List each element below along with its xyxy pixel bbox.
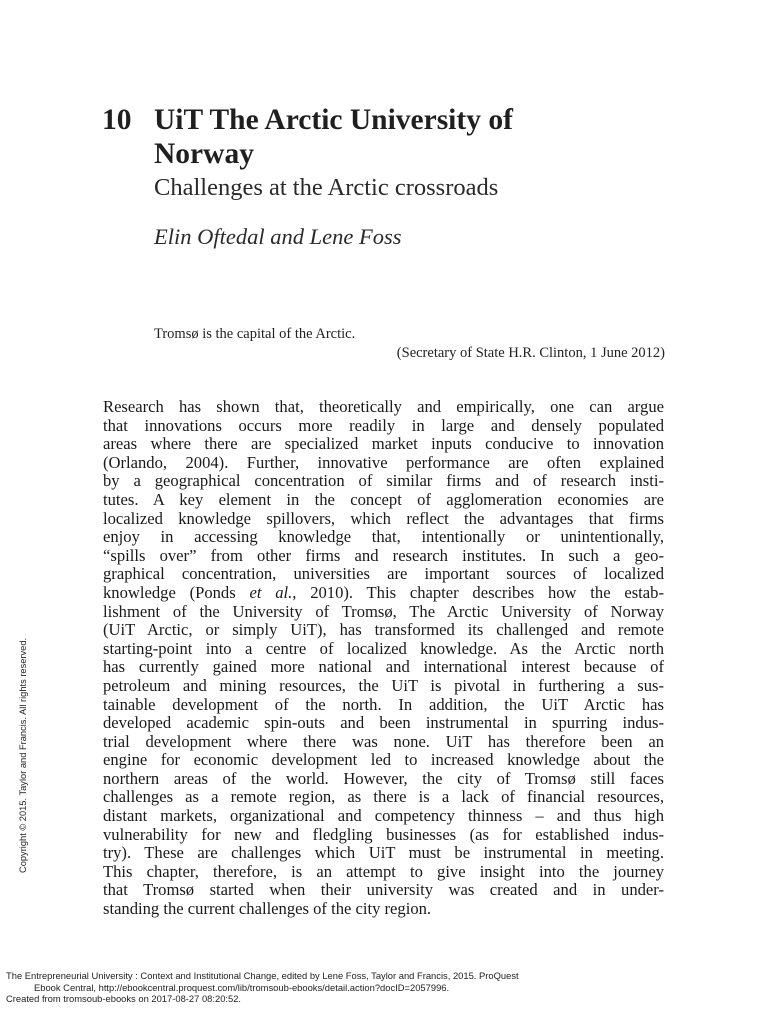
body-line: northern areas of the world. However, the city of Tromsø still faces [103, 768, 664, 788]
side-copyright-notice: Copyright © 2015. Taylor and Francis. All rights reserved. [18, 637, 28, 873]
body-line: graphical concentration, universities are important sources of localized [103, 564, 664, 584]
body-line: tainable development of the north. In addition, the UiT Arctic has [103, 694, 664, 714]
body-line: has currently gained more national and international interest because of [103, 657, 664, 677]
body-line: distant markets, organizational and competency thinness – and thus high [103, 806, 664, 826]
epigraph [154, 325, 665, 363]
body-line: that Tromsø started when their university was created and in under- [103, 880, 664, 900]
body-line: standing the current challenges of the city region. [103, 899, 432, 919]
body-line: vulnerability for new and fledgling businesses (as for established indus- [103, 824, 664, 844]
body-line: starting-point into a centre of localized knowledge. As the Arctic north [103, 638, 664, 658]
chapter-title [154, 103, 622, 171]
footer-citation [6, 970, 606, 1005]
body-line: petroleum and mining resources, the UiT is pivotal in furthering a sus- [103, 675, 664, 695]
chapter-number: 10 [102, 104, 132, 136]
footer-line-2: Ebook Central, http://ebookcentral.proquest.com/lib/tromsoub-ebooks/detail.action?docID=2057996. [34, 981, 450, 993]
chapter-heading [102, 103, 622, 171]
body-line: that innovations occurs more readily in large and densely populated [103, 415, 664, 435]
chapter-title-row [102, 103, 622, 171]
epigraph-attribution: (Secretary of State H.R. Clinton, 1 June 2012) [396, 345, 665, 361]
body-line: (Orlando, 2004). Further, innovative performance are often explained [103, 452, 664, 472]
body-line: Research has shown that, theoretically and empirically, one can argue [103, 397, 664, 416]
body-line: “spills over” from other firms and research institutes. In such a geo- [103, 545, 664, 565]
chapter-subtitle: Challenges at the Arctic crossroads [154, 174, 499, 201]
chapter-title-line-1: UiT The Arctic University of [154, 104, 513, 136]
body-line: by a geographical concentration of similar firms and of research insti- [103, 471, 664, 491]
body-line: (UiT Arctic, or simply UiT), has transformed its challenged and remote [103, 620, 664, 640]
footer-line-3: Created from tromsoub-ebooks on 2017-08-27 08:20:52. [6, 993, 242, 1004]
body-line: knowledge (Ponds et al., 2010). This chapter describes how the estab- [103, 582, 664, 602]
body-line: areas where there are specialized market inputs conducive to innovation [103, 434, 664, 454]
footer-line-1: The Entrepreneurial University : Context and Institutional Change, edited by Lene Foss, Taylor and Francis, 2015. ProQuest [6, 970, 519, 981]
body-line: engine for economic development led to increased knowledge about the [103, 750, 664, 770]
body-line: This chapter, therefore, is an attempt to give insight into the journey [103, 861, 664, 881]
epigraph-quote: Tromsø is the capital of the Arctic. [154, 326, 356, 342]
chapter-authors: Elin Oftedal and Lene Foss [154, 224, 402, 249]
body-line: challenges as a remote region, as there is a lack of financial resources, [103, 787, 664, 807]
chapter-title-line-2: Norway [154, 138, 254, 170]
body-line: try). These are challenges which UiT must be instrumental in meeting. [103, 843, 664, 863]
body-line: developed academic spin-outs and been instrumental in spurring indus- [103, 713, 664, 733]
body-line: localized knowledge spillovers, which reflect the advantages that firms [103, 508, 664, 528]
body-line: lishment of the University of Tromsø, The Arctic University of Norway [103, 601, 664, 621]
body-line: enjoy in accessing knowledge that, intentionally or unintentionally, [103, 527, 664, 547]
body-line: trial development where there was none. UiT has therefore been an [103, 731, 664, 751]
body-paragraph [103, 398, 664, 919]
body-line: tutes. A key element in the concept of agglomeration economies are [103, 489, 664, 509]
